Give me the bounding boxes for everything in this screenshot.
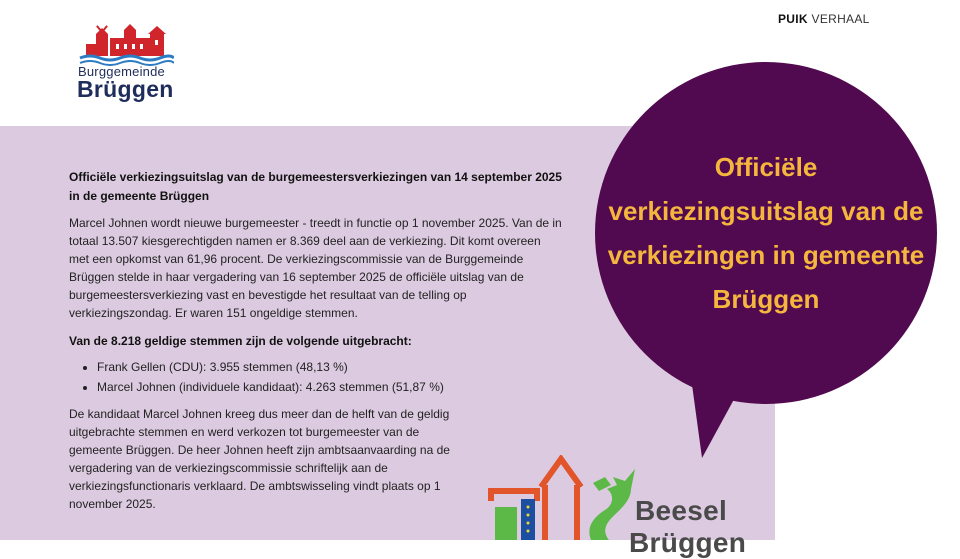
puik-verhaal-label[interactable]: [778, 12, 870, 26]
speech-bubble-text: Officiële verkiezingsuitslag van de verkiezingen in gemeente Brüggen: [607, 152, 925, 314]
burggemeinde-bruggen-logo[interactable]: [70, 18, 180, 104]
logo-line-burggemeinde: Burggemeinde: [78, 64, 165, 79]
article-title: Officiële verkiezingsuitslag van de burgemeestersverkiezingen van 14 september 2025 in de gemeente Brüggen: [69, 170, 562, 203]
speech-bubble-tail: [690, 370, 760, 460]
votes-heading: Van de 8.218 geldige stemmen zijn de volgende uitgebracht:: [69, 334, 412, 348]
result-item-marcel-johnen: • Marcel Johnen (individuele kandidaat): 4.263 stemmen (51,87 %): [97, 378, 563, 396]
logo-line-bruggen-bottom: Brüggen: [629, 527, 747, 558]
brand-rest: VERHAAL: [811, 12, 870, 26]
results-list: [69, 358, 563, 396]
result-item-frank-gellen: • Frank Gellen (CDU): 3.955 stemmen (48,13 %): [97, 358, 563, 376]
castle-dragon-logo-icon: [485, 455, 635, 540]
brand-bold: PUIK: [778, 12, 808, 26]
logo-line-beesel: Beesel: [635, 495, 728, 526]
article-conclusion: De kandidaat Marcel Johnen kreeg dus meer dan de helft van de geldig uitgebrachte stemmen en werd verkozen tot burgemeester van de gemeente Brüggen. De heer Johnen heeft zijn ambtsaanvaarding na de vergadering van de verkiezingscommissie schriftelijk aan de verkiezingsfunctionaris verklaard. De ambtswisseling vindt plaats op 1 november 2025.: [69, 407, 450, 511]
castle-logo-icon: [78, 22, 174, 66]
logo-line-bruggen: Brüggen: [77, 76, 174, 102]
beesel-bruggen-logo[interactable]: [485, 455, 747, 558]
article-intro: Marcel Johnen wordt nieuwe burgemeester - treedt in functie op 1 november 2025. Van de in totaal 13.507 kiesgerechtigden namen er 8.369 deel aan de verkiezing. Dit komt overeen met een opkomst van 61,96 procent. De verkiezingscommissie van de Burggemeinde Brüggen stelde in haar vergadering van 16 september 2025 de officiële uitslag van de burgemeestersverkiezing vast en bevestigde het resultaat van de telling op verkiezingszondag. Er waren 151 ongeldige stemmen.: [69, 216, 562, 320]
